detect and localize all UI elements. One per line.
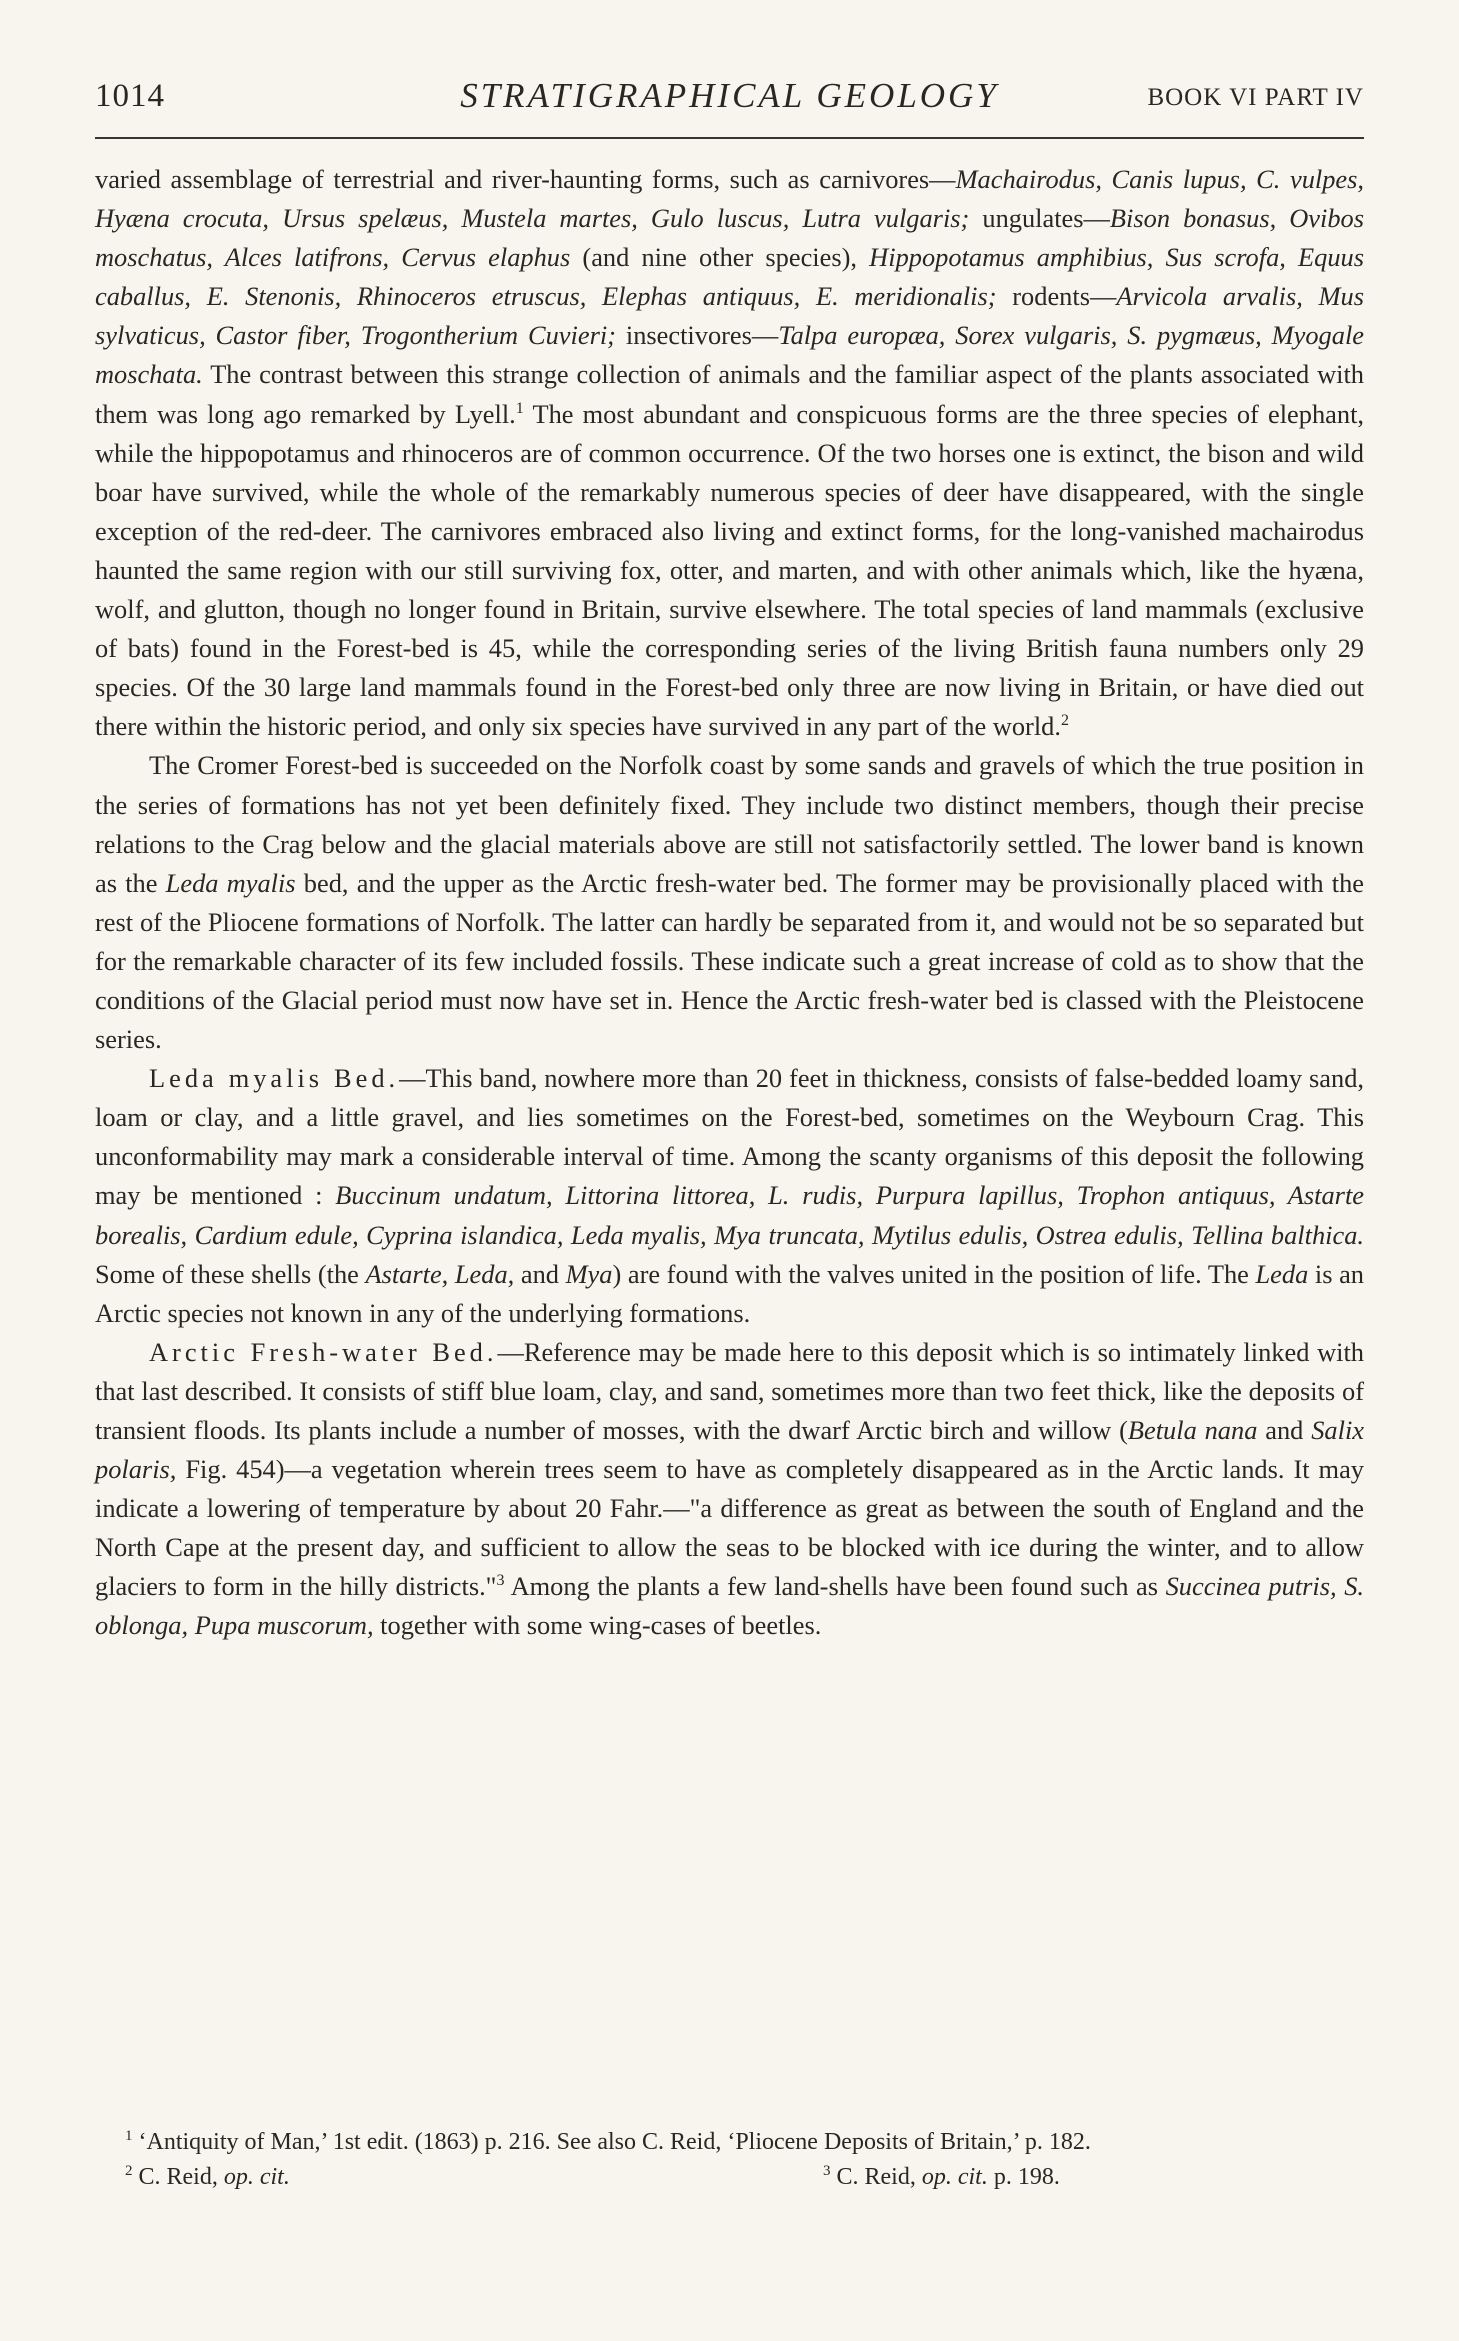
section-heading-arctic-bed: Arctic Fresh-water Bed. [149,1336,498,1367]
footnote-ref-1: 1 [515,399,524,417]
header-rule [95,137,1364,139]
book-part-label: BOOK VI PART IV [1147,84,1364,111]
section-heading-leda-myalis: Leda myalis Bed. [149,1063,400,1094]
paragraph-arctic-fresh-water: Arctic Fresh-water Bed.—Reference may be made here to this deposit which is so intimately linked with that last described. It consists of stiff blue loam, clay, and sand, sometimes more than two feet thick, like the deposits of transient floods. Its plants include a number of mosses, with the dwarf Arctic birch and willow (Betula nana and Salix polaris, Fig. 454)—a vegetation wherein trees seem to have as completely disappeared as in the Arctic lands. It may indicate a lowering of temperature by about 20 Fahr.—"a difference as great as between the south of England and the North Cape at the present day, and sufficient to allow the seas to be blocked with ice during the winter, and to allow glaciers to form in the hilly districts."$^3$ Among the plants a few land-shells have been found such as Succinea putris, S. oblonga, Pupa muscorum, together with some wing-cases of beetles. [95,1336,1364,1641]
page-header [95,72,1364,128]
footnote-ref-3: 3 [496,1572,505,1590]
paragraph-leda-myalis: Leda myalis Bed.—This band, nowhere more than 20 feet in thickness, consists of false-bedded loamy sand, loam or clay, and a little gravel, and lies sometimes on the Forest-bed, sometimes on the Weybourn Crag. This unconformability may mark a considerable interval of time. Among the scanty organisms of this deposit the following may be mentioned : Buccinum undatum, Littorina littorea, L. rudis, Purpura lapillus, Trophon antiquus, Astarte borealis, Cardium edule, Cyprina islandica, Leda myalis, Mya truncata, Mytilus edulis, Ostrea edulis, Tellina balthica. Some of these shells (the Astarte, Leda, and Mya) are found with the valves united in the position of life. The Leda is an Arctic species not known in any of the underlying formations. [95,1063,1365,1328]
page-number: 1014 [95,78,165,114]
footnote-3: $^3$ C. Reid, op. cit. p. 198. [823,2163,1060,2190]
body-text [95,160,1364,1646]
paragraph-fauna: varied assemblage of terrestrial and river-haunting forms, such as carnivores—Machairodus, Canis lupus, C. vulpes, Hyæna crocuta, Ursus spelæus, Mustela martes, Gulo luscus, Lutra vulgaris; ungulates—Bison bonasus, Ovibos moschatus, Alces latifrons, Cervus elaphus (and nine other species), Hippopotamus amphibius, Sus scrofa, Equus caballus, E. Stenonis, Rhinoceros etruscus, Elephas antiquus, E. meridionalis; rodents—Arvicola arvalis, Mus sylvaticus, Castor fiber, Trogontherium Cuvieri; insectivores—Talpa europæa, Sorex vulgaris, S. pygmæus, Myogale moschata. The contrast between this strange collection of animals and the familiar aspect of the plants associated with them was long ago remarked by Lyell.$^1$ The most abundant and conspicuous forms are the three species of elephant, while the hippopotamus and rhinoceros are of common occurrence. Of the two horses one is extinct, the bison and wild boar have survived, while the whole of the remarkably numerous species of deer have disappeared, with the single exception of the red-deer. The carnivores embraced also living and extinct forms, for the long-vanished machairodus haunted the same region with our still surviving fox, otter, and marten, and with other animals which, like the hyæna, wolf, and glutton, though no longer found in Britain, survive elsewhere. The total species of land mammals (exclusive of bats) found in the Forest-bed is 45, while the corresponding series of the living British fauna numbers only 29 species. Of the 30 large land mammals found in the Forest-bed only three are now living in Britain, or have died out there within the historic period, and only six species have survived in any part of the world.$^2$ [95,164,1365,742]
footnote-ref-2: 2 [1060,712,1069,730]
footnote-1: $^1$ ‘Antiquity of Man,’ 1st edit. (1863) p. 216. See also C. Reid, ‘Pliocene Deposits of Britain,’ p. 182. [125,2128,1091,2155]
footnote-2: $^2$ C. Reid, op. cit. [125,2163,290,2190]
footnote-row [95,2160,1364,2200]
paragraph-cromer: The Cromer Forest-bed is succeeded on the Norfolk coast by some sands and gravels of which the true position in the series of formations has not yet been definitely fixed. They include two distinct members, though their precise relations to the Crag below and the glacial materials above are still not satisfactorily settled. The lower band is known as the Leda myalis bed, and the upper as the Arctic fresh-water bed. The former may be provisionally placed with the rest of the Pliocene formations of Norfolk. The latter can hardly be separated from it, and would not be so separated but for the remarkable character of its few included fossils. These indicate such a great increase of cold as to show that the conditions of the Glacial period must now have set in. Hence the Arctic fresh-water bed is classed with the Pleistocene series. [95,750,1364,1055]
footnotes [95,2125,1364,2200]
running-title: STRATIGRAPHICAL GEOLOGY [460,76,999,115]
